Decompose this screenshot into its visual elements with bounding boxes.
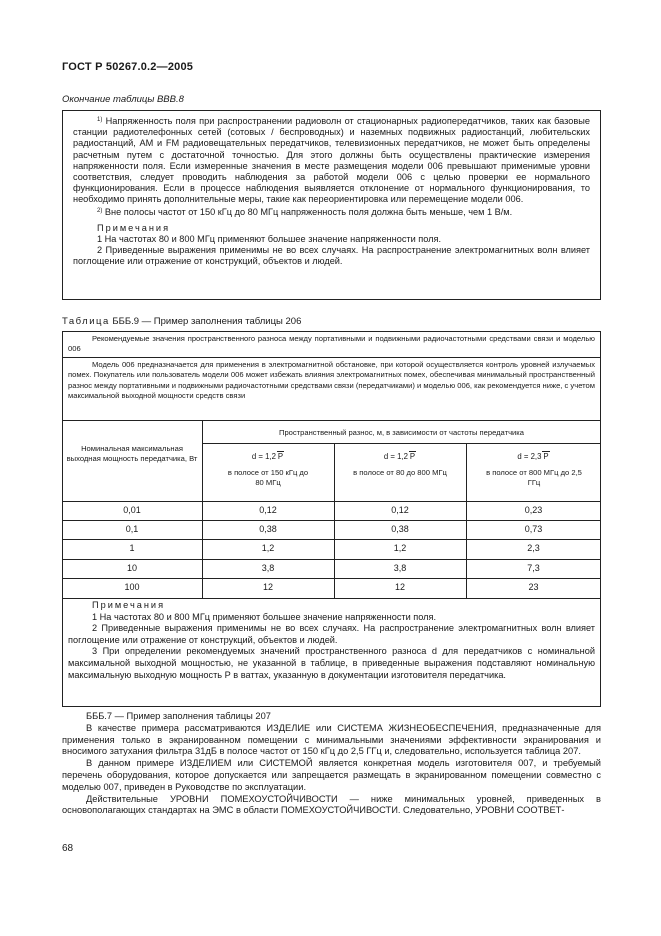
formula-3: d = 2,3 P bbox=[517, 452, 549, 461]
note-2: 2 Приведенные выражения применимы не во всех случаях. На распространение электромагнитных волн влияет поглощение или отражение от конструкций, объектов и людей. bbox=[68, 623, 595, 645]
band-2: в полосе от 80 до 800 МГц bbox=[353, 468, 447, 477]
table-cell: 100 bbox=[124, 582, 140, 592]
formula-2: d = 1,2 P bbox=[383, 452, 416, 461]
table-cell: 7,3 bbox=[527, 563, 540, 573]
band-3: в полосе от 800 МГц до 2,5 ГГц bbox=[486, 468, 582, 487]
footnote-2: $^{2)}$ Вне полосы частот от 150 кГц до 80 МГц напряженность поля должна быть меньше, чем 1 В/м. bbox=[97, 206, 513, 217]
col0-header: Номинальная максимальная выходная мощность передатчика, Вт bbox=[66, 444, 198, 463]
table8-footnotes-box bbox=[62, 110, 601, 300]
paragraph-2: В данном примере ИЗДЕЛИЕМ или СИСТЕМОЙ является конкретная модель изготовителя 007, и требуемый перечень оборудования, которое допускается или запрещается размещать в экранированном помещении совместно с моделью 007, приведен в Руководстве по эксплуатации. bbox=[62, 758, 601, 792]
table-cell: 10 bbox=[126, 563, 137, 573]
page-header: ГОСТ Р 50267.0.2—2005 bbox=[62, 61, 194, 73]
table-cell: 3,8 bbox=[261, 563, 275, 573]
note-2: 2 Приведенные выражения применимы не во всех случаях. На распространение электромагнитных волн влияет поглощение или отражение от конструкций, объектов и людей. bbox=[73, 245, 590, 267]
table-cell: 0,23 bbox=[524, 505, 543, 515]
table-cell: 0,12 bbox=[391, 505, 409, 515]
notes-title: Примечания bbox=[92, 600, 166, 610]
notes-title: Примечания bbox=[97, 222, 171, 233]
table-continuation-caption: Окончание таблицы ВВВ.8 bbox=[62, 94, 184, 105]
table-cell: 3,8 bbox=[393, 563, 407, 573]
table-cell: 0,38 bbox=[391, 524, 409, 534]
section-heading: БББ.7 — Пример заполнения таблицы 207 bbox=[86, 711, 271, 721]
spacing-header: Пространственный разнос, м, в зависимости от частоты передатчика bbox=[278, 428, 525, 437]
table-cell: 1,2 bbox=[261, 543, 275, 553]
note-1: 1 На частотах 80 и 800 МГц применяют большее значение напряженности поля. bbox=[97, 234, 442, 245]
table-cell: 0,1 bbox=[125, 524, 139, 534]
formula-1: d = 1,2 P bbox=[251, 452, 284, 461]
table-cell: 2,3 bbox=[527, 543, 540, 553]
band-1: в полосе от 150 кГц до 80 МГц bbox=[227, 468, 309, 487]
table-cell: 0,38 bbox=[259, 524, 277, 534]
table9-notes bbox=[68, 600, 595, 681]
note-3: 3 При определении рекомендуемых значений пространственного разноса d для передатчиков с номинальной максимальной выходной мощностью, не указанной в таблице, в приведенные выражения подставляют номинальную максимальную выходную мощность Р в ваттах, указанную в документации изготовителя передатчика. bbox=[68, 646, 595, 680]
page-number: 68 bbox=[62, 843, 74, 854]
paragraph-3: Действительные УРОВНИ ПОМЕХОУСТОЙЧИВОСТИ — ниже минимальных уровней, приведенных в основополагающих стандартах на ЭМС в области ПОМЕХОУСТОЙЧИВОСТИ. Следовательно, УРОВНИ СООТВЕТ- bbox=[62, 793, 601, 816]
table-cell: 0,01 bbox=[123, 505, 141, 515]
table-cell: 1,2 bbox=[393, 543, 407, 553]
table-cell: 0,73 bbox=[524, 524, 543, 534]
table-cell: 1 bbox=[129, 543, 135, 553]
table-cell: 23 bbox=[528, 582, 539, 592]
section-bbb7 bbox=[62, 711, 601, 817]
footnote-1: $^{1)}$ Напряженность поля при распространении радиоволн от стационарных радиопередатчиков, таких как базовые станции радиотелефонных сетей (сотовых / беспроводных) и наземных подвижных радиостанций, любительских радиостанций, АМ и FM радиовещательных передатчиков, телевизионных передатчиков, не может быть определены расчетным путем с достаточной точностью. Для этого должны быть осуществлены практические измерения напряженности поля. Если измеренные значения в месте размещения модели 006 превышают применимые уровни соответствия, следует проводить наблюдения за работой модели 006 с целью проверки ее нормального функционирования. Если в процессе наблюдения выявляется отклонение от нормального функционирования, то необходимо принять дополнительные меры, такие как переориентировка или перемещение модели 006. bbox=[73, 116, 590, 205]
table-cell: 12 bbox=[394, 582, 405, 592]
paragraph-1: В качестве примера рассматриваются ИЗДЕЛИЕ или СИСТЕМА ЖИЗНЕОБЕСПЕЧЕНИЯ, предназначенные для применения только в экранированном помещении с минимальными значениями эффективности экранирования и вносимого затухания фильтра 31дБ в полосе частот от 150 кГц до 2,5 ГГц и, следовательно, используется таблица 207. bbox=[62, 722, 601, 757]
table-cell: 0,12 bbox=[259, 505, 277, 515]
table9-title: Рекомендуемые значения пространственного разноса между портативными и подвижными радиочастотными средствами связи и моделью 006 bbox=[68, 334, 595, 354]
note-1: 1 На частотах 80 и 800 МГц применяют большее значение напряженности поля. bbox=[92, 611, 437, 622]
table9-caption: Таблица БББ.9 — Пример заполнения таблицы 206 bbox=[62, 316, 302, 327]
table-cell: 12 bbox=[262, 582, 273, 592]
table9-description: Модель 006 предназначается для применения в электромагнитной обстановке, при которой осуществляется контроль уровней излучаемых помех. Покупатель или пользователь модели 006 может избежать влияния электромагнитных помех, обеспечивая минимальный пространственный разнос между портативными и подвижными радиочастотными средствами связи (передатчиками) и моделью 006, как рекомендуется ниже, с учетом максимальной выходной мощности средств связи bbox=[68, 360, 595, 401]
